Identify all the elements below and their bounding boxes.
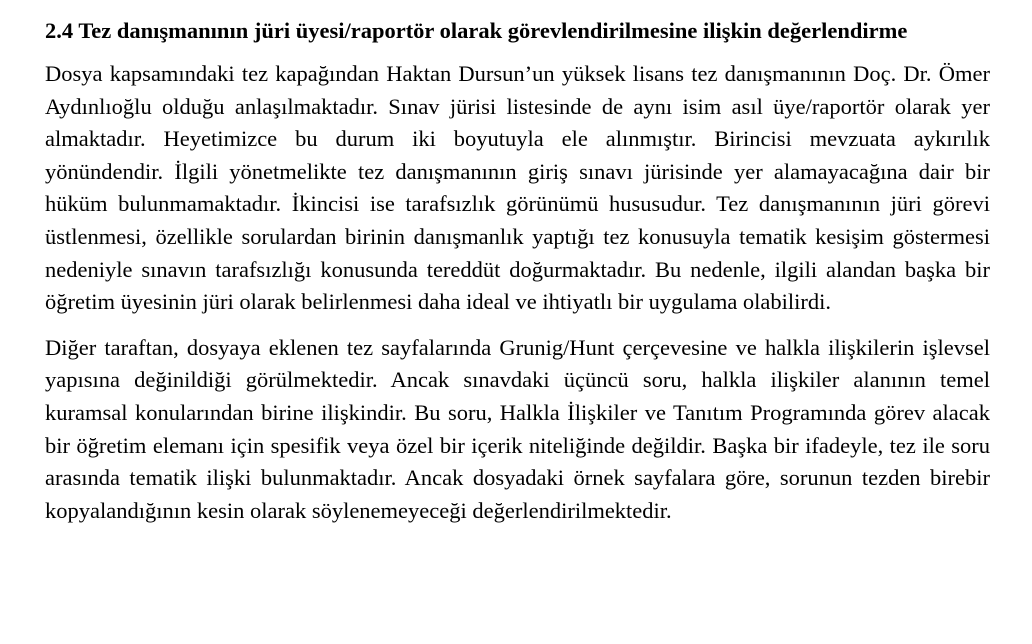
section-heading: 2.4 Tez danışmanının jüri üyesi/raportör olarak görevlendirilmesine ilişkin değerlendirme: [45, 18, 908, 43]
paragraph-thesis-question-relation: Diğer taraftan, dosyaya eklenen tez sayfalarında Grunig/Hunt çerçevesine ve halkla ilişkilerin işlevsel yapısına değinildiği görülmektedir. Ancak sınavdaki üçüncü soru, halkla ilişkiler alanının temel kuramsal konularından birine ilişkindir. Bu soru, Halkla İlişkiler ve Tanıtım Programında görev alacak bir öğretim elemanı için spesifik veya özel bir içerik niteliğinde değildir. Başka bir ifadeyle, tez ile soru arasında tematik ilişki bulunmaktadır. Ancak dosyadaki örnek sayfalara göre, sorunun tezden birebir kopyalandığının kesin olarak söylenemeyeceği değerlendirilmektedir.: [45, 334, 990, 523]
paragraph-advisor-role: Dosya kapsamındaki tez kapağından Haktan Dursun’un yüksek lisans tez danışmanının Doç. Dr. Ömer Aydınlıoğlu olduğu anlaşılmaktadır. Sınav jürisi listesinde de aynı isim asıl üye/raportör olarak yer almaktadır. Heyetimizce bu durum iki boyutuyla ele alınmıştır. Birincisi mevzuata aykırılık yönündendir. İlgili yönetmelikte tez danışmanının giriş sınavı jürisinde yer alamayacağına dair bir hüküm bulunmamaktadır. İkincisi ise tarafsızlık görünümü hususudur. Tez danışmanının jüri görevi üstlenmesi, özellikle sorulardan birinin danışmanlık yaptığı tez konusuyla tematik kesişim göstermesi nedeniyle sınavın tarafsızlığı konusunda tereddüt doğurmaktadır. Bu nedenle, ilgili alandan başka bir öğretim üyesinin jüri olarak belirlenmesi daha ideal ve ihtiyatlı bir uygulama olabilirdi.: [45, 61, 990, 315]
